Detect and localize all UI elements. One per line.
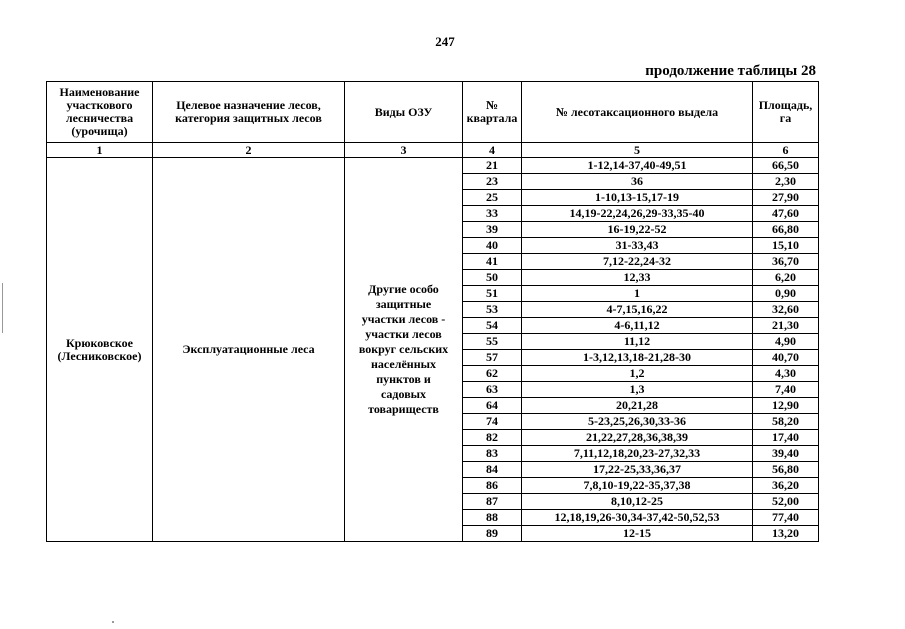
plots-cell: 20,21,28 (522, 398, 753, 414)
quarter-cell: 74 (463, 414, 522, 430)
plots-cell: 4-7,15,16,22 (522, 302, 753, 318)
plots-cell: 36 (522, 174, 753, 190)
area-cell: 15,10 (753, 238, 819, 254)
plots-cell: 1-12,14-37,40-49,51 (522, 158, 753, 174)
quarter-cell: 64 (463, 398, 522, 414)
table-continuation-label: продолжение таблицы 28 (645, 63, 816, 79)
quarter-cell: 84 (463, 462, 522, 478)
area-cell: 52,00 (753, 494, 819, 510)
area-cell: 0,90 (753, 286, 819, 302)
plots-cell: 7,8,10-19,22-35,37,38 (522, 478, 753, 494)
plots-cell: 1 (522, 286, 753, 302)
forest-plots-table (46, 81, 819, 542)
area-cell: 66,80 (753, 222, 819, 238)
quarter-cell: 25 (463, 190, 522, 206)
quarter-cell: 40 (463, 238, 522, 254)
area-cell: 77,40 (753, 510, 819, 526)
quarter-cell: 55 (463, 334, 522, 350)
column-number: 4 (463, 143, 522, 158)
area-cell: 13,20 (753, 526, 819, 542)
plots-cell: 12-15 (522, 526, 753, 542)
table-row (47, 158, 819, 174)
table-body (47, 158, 819, 542)
header-ozu-type: Виды ОЗУ (345, 82, 463, 143)
plots-cell: 8,10,12-25 (522, 494, 753, 510)
quarter-cell: 63 (463, 382, 522, 398)
plots-cell: 7,12-22,24-32 (522, 254, 753, 270)
plots-cell: 7,11,12,18,20,23-27,32,33 (522, 446, 753, 462)
header-plots: № лесотаксационного выдела (522, 82, 753, 143)
quarter-cell: 39 (463, 222, 522, 238)
plots-cell: 11,12 (522, 334, 753, 350)
area-cell: 4,30 (753, 366, 819, 382)
quarter-cell: 23 (463, 174, 522, 190)
quarter-cell: 87 (463, 494, 522, 510)
ozu-type-text: Другие особо защитные участки лесов - участки лесов вокруг сельских населённых пунктов и садовых товариществ (358, 282, 449, 416)
area-cell: 2,30 (753, 174, 819, 190)
quarter-cell: 82 (463, 430, 522, 446)
quarter-cell: 89 (463, 526, 522, 542)
area-cell: 12,90 (753, 398, 819, 414)
quarter-cell: 62 (463, 366, 522, 382)
area-cell: 39,40 (753, 446, 819, 462)
area-cell: 36,70 (753, 254, 819, 270)
header-area: Площадь, га (753, 82, 819, 143)
area-cell: 6,20 (753, 270, 819, 286)
purpose-cell: Эксплуатационные леса (153, 158, 345, 542)
quarter-cell: 21 (463, 158, 522, 174)
plots-cell: 14,19-22,24,26,29-33,35-40 (522, 206, 753, 222)
area-cell: 66,50 (753, 158, 819, 174)
column-number: 3 (345, 143, 463, 158)
forestry-name-cell: Крюковское (Лесниковское) (47, 158, 153, 542)
plots-cell: 1-3,12,13,18-21,28-30 (522, 350, 753, 366)
area-cell: 56,80 (753, 462, 819, 478)
plots-cell: 1-10,13-15,17-19 (522, 190, 753, 206)
ozu-type-cell (345, 158, 463, 542)
header-purpose: Целевое назначение лесов, категория защитных лесов (153, 82, 345, 143)
area-cell: 7,40 (753, 382, 819, 398)
quarter-cell: 88 (463, 510, 522, 526)
column-number: 5 (522, 143, 753, 158)
quarter-cell: 51 (463, 286, 522, 302)
plots-cell: 16-19,22-52 (522, 222, 753, 238)
area-cell: 27,90 (753, 190, 819, 206)
column-number: 6 (753, 143, 819, 158)
quarter-cell: 33 (463, 206, 522, 222)
plots-cell: 5-23,25,26,30,33-36 (522, 414, 753, 430)
plots-cell: 12,18,19,26-30,34-37,42-50,52,53 (522, 510, 753, 526)
table-header-row (47, 82, 819, 143)
area-cell: 21,30 (753, 318, 819, 334)
header-quarter: № квартала (463, 82, 522, 143)
area-cell: 36,20 (753, 478, 819, 494)
quarter-cell: 57 (463, 350, 522, 366)
scan-mark (2, 283, 3, 333)
quarter-cell: 41 (463, 254, 522, 270)
header-forestry: Наименование участкового лесничества (урочища) (47, 82, 153, 143)
scan-mark (112, 621, 114, 623)
quarter-cell: 50 (463, 270, 522, 286)
area-cell: 58,20 (753, 414, 819, 430)
column-number: 1 (47, 143, 153, 158)
plots-cell: 1,3 (522, 382, 753, 398)
area-cell: 32,60 (753, 302, 819, 318)
quarter-cell: 53 (463, 302, 522, 318)
plots-cell: 4-6,11,12 (522, 318, 753, 334)
column-number: 2 (153, 143, 345, 158)
area-cell: 40,70 (753, 350, 819, 366)
plots-cell: 21,22,27,28,36,38,39 (522, 430, 753, 446)
column-number-row (47, 143, 819, 158)
plots-cell: 12,33 (522, 270, 753, 286)
plots-cell: 31-33,43 (522, 238, 753, 254)
page-number: 247 (435, 34, 455, 49)
area-cell: 47,60 (753, 206, 819, 222)
quarter-cell: 83 (463, 446, 522, 462)
plots-cell: 17,22-25,33,36,37 (522, 462, 753, 478)
area-cell: 4,90 (753, 334, 819, 350)
quarter-cell: 54 (463, 318, 522, 334)
quarter-cell: 86 (463, 478, 522, 494)
plots-cell: 1,2 (522, 366, 753, 382)
area-cell: 17,40 (753, 430, 819, 446)
